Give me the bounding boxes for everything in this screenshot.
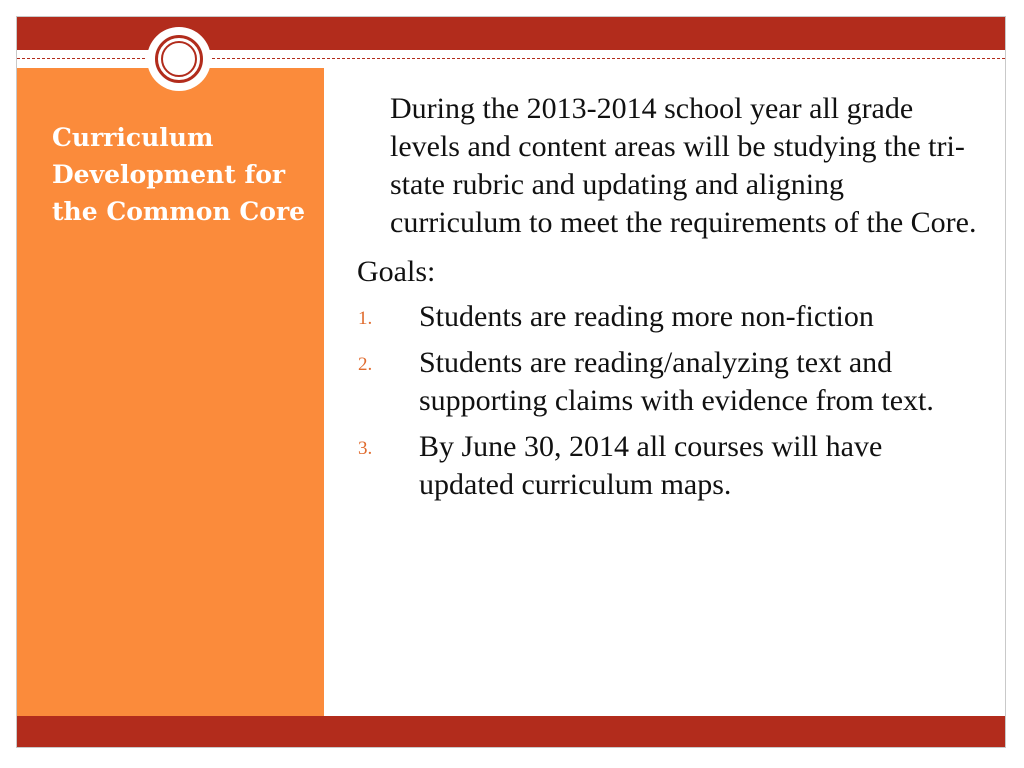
- goal-text: Students are reading more non-fiction: [419, 300, 874, 333]
- circle-emblem-icon: [147, 27, 211, 91]
- goal-number: 3.: [358, 438, 373, 459]
- slide-title: Curriculum Development for the Common Core: [52, 123, 306, 226]
- intro-paragraph: During the 2013-2014 school year all grade levels and content areas will be studying the tri-state rubric and updating and aligning curriculum to meet the requirements of the Core.: [390, 92, 977, 239]
- goal-item: [357, 428, 977, 504]
- goal-item: [357, 344, 977, 420]
- goal-number: 1.: [358, 308, 373, 329]
- bottom-band: [17, 716, 1005, 747]
- goal-item: [357, 298, 977, 336]
- goals-label: Goals:: [357, 255, 436, 288]
- goal-text: By June 30, 2014 all courses will have updated curriculum maps.: [419, 430, 883, 501]
- goal-text: Students are reading/analyzing text and supporting claims with evidence from text.: [419, 346, 934, 417]
- goal-number: 2.: [358, 354, 373, 375]
- slide-body: [357, 90, 977, 512]
- emblem-inner-ring: [161, 41, 197, 77]
